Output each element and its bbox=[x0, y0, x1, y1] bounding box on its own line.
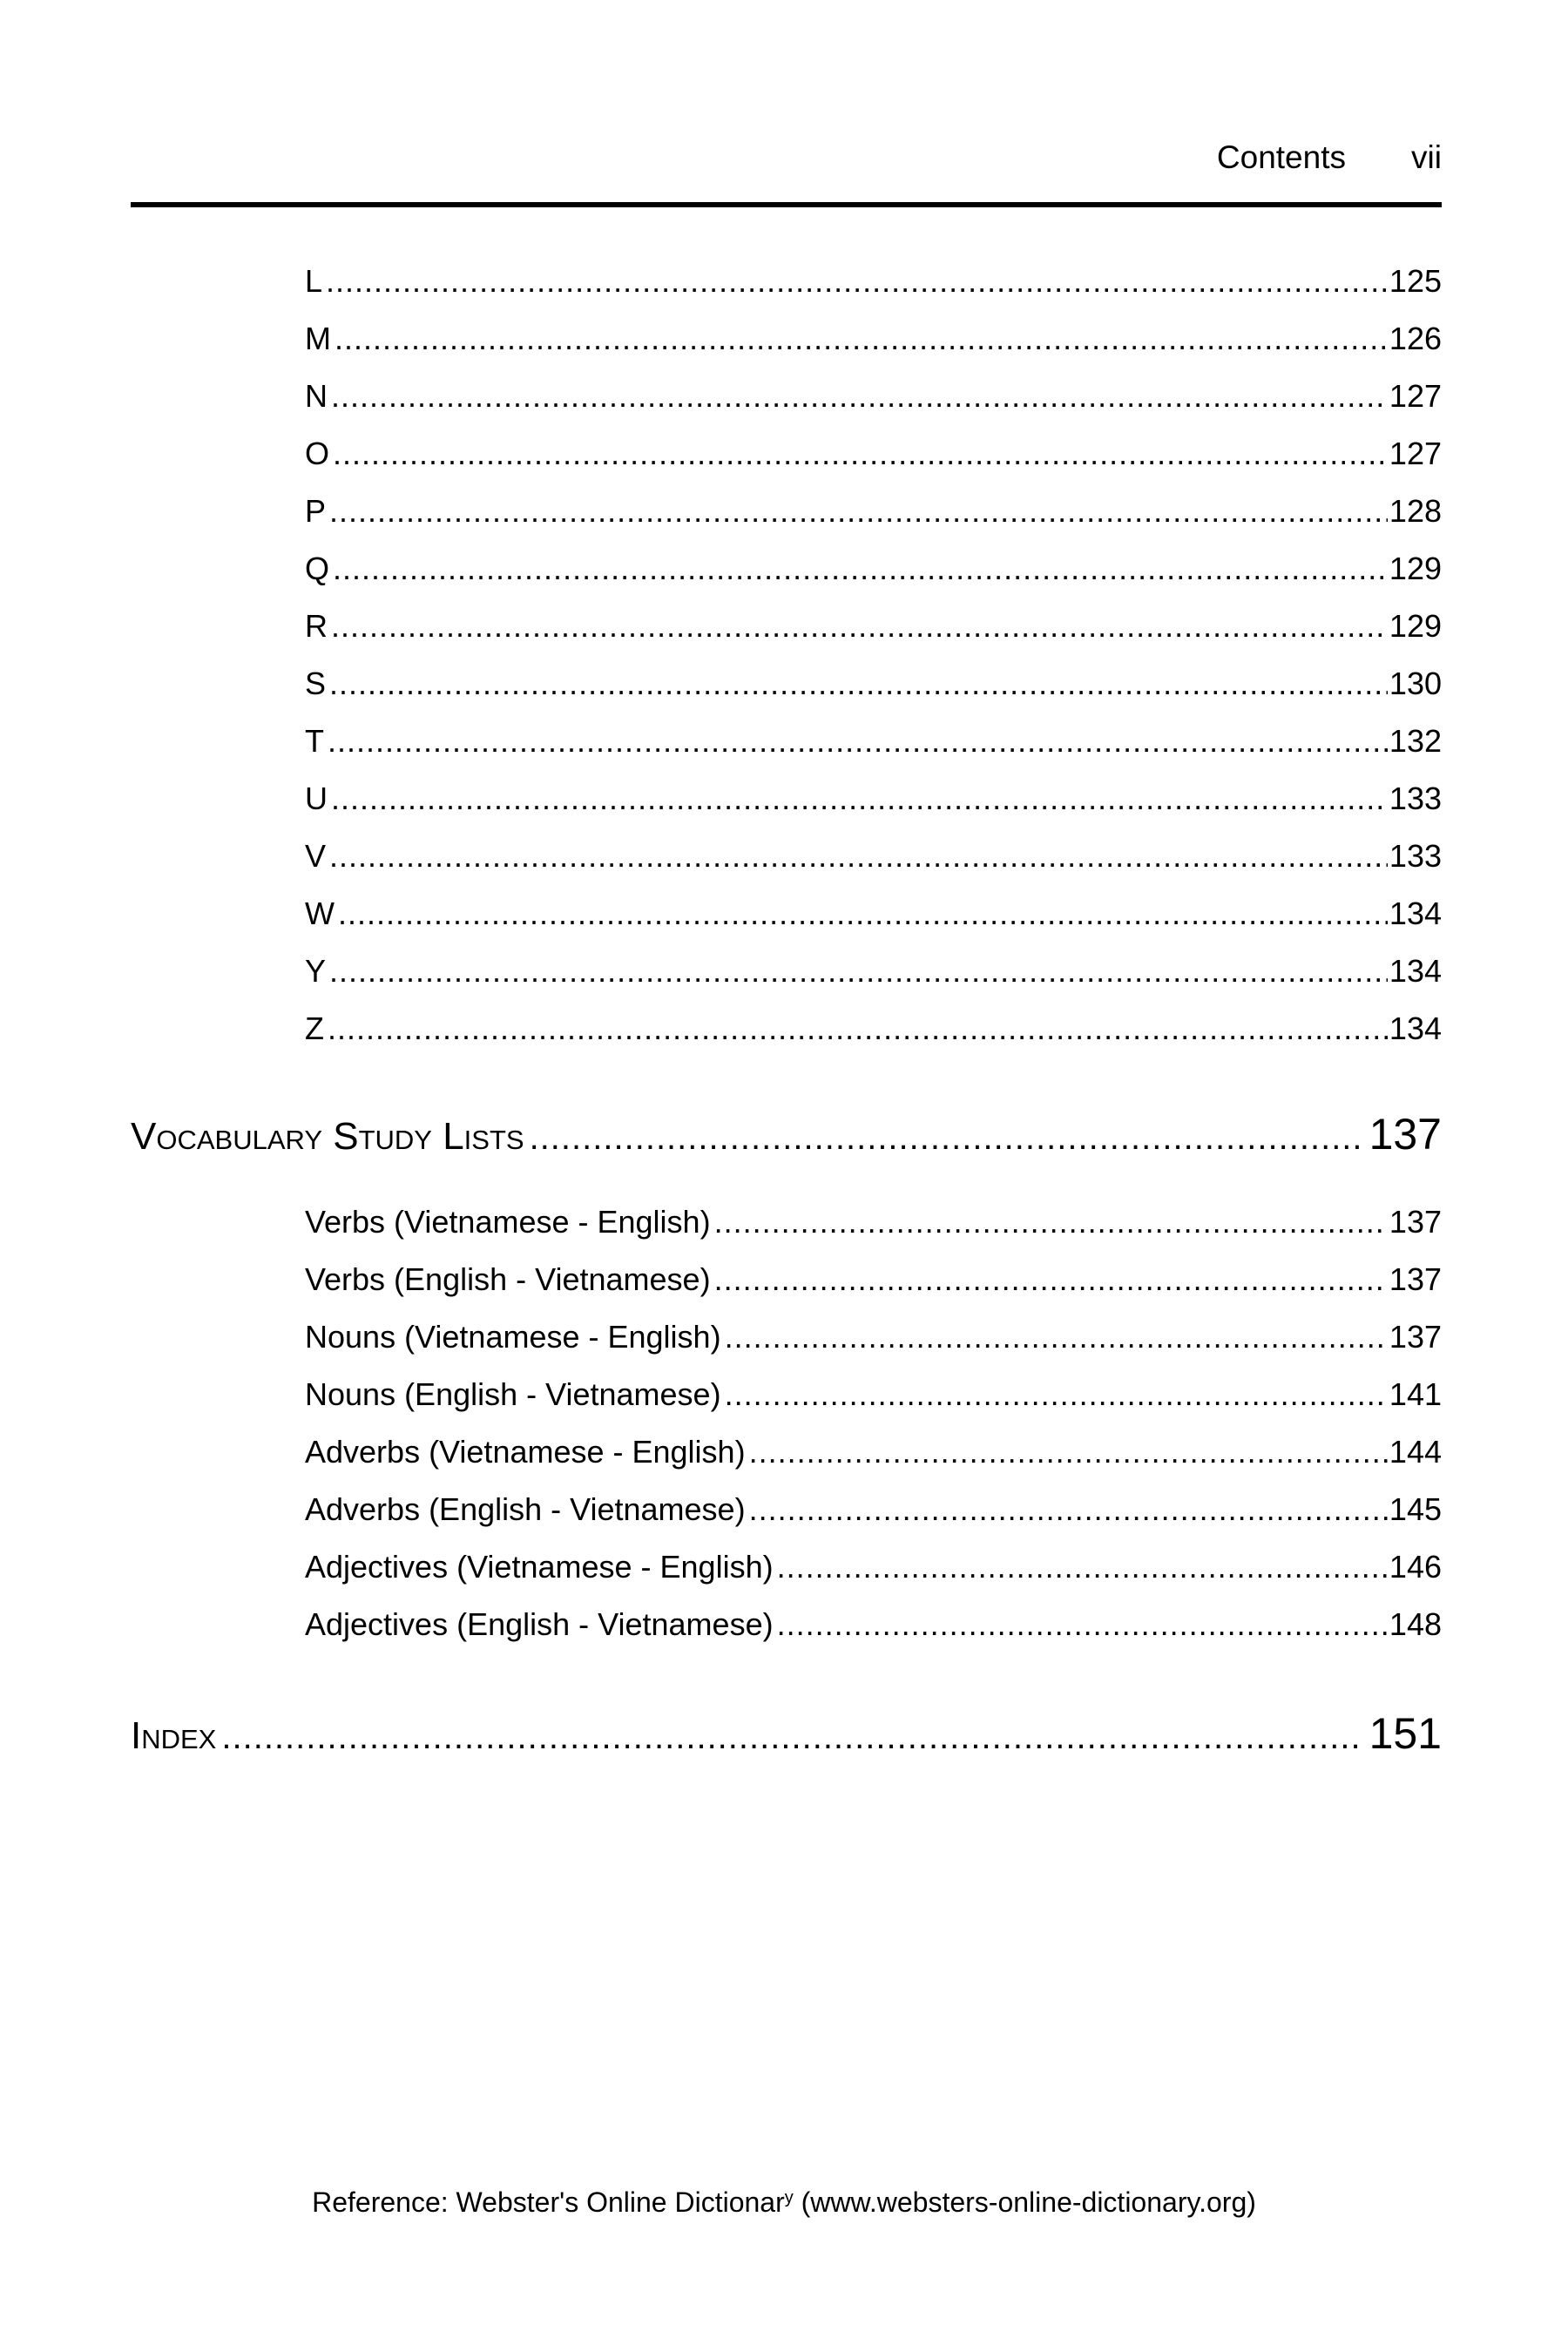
toc-entry-label: W bbox=[305, 896, 335, 931]
dot-leader bbox=[777, 1596, 1388, 1653]
dot-leader bbox=[333, 425, 1388, 483]
toc-entry-adverbs-vi-en[interactable] bbox=[305, 1423, 1442, 1481]
toc-entry-label: M bbox=[305, 321, 331, 356]
toc-entry-page: 129 bbox=[1389, 608, 1442, 644]
header-page-number: vii bbox=[1411, 139, 1442, 175]
toc-entry-adverbs-en-vi[interactable] bbox=[305, 1481, 1442, 1538]
toc-entry-label: N bbox=[305, 378, 328, 414]
header-title: Contents bbox=[1216, 139, 1346, 175]
toc-entry-l[interactable] bbox=[305, 253, 1442, 310]
toc-entry-q[interactable] bbox=[305, 540, 1442, 598]
toc-entry-page: 134 bbox=[1389, 953, 1442, 989]
toc-entry-r[interactable] bbox=[305, 598, 1442, 655]
vocabulary-entries bbox=[305, 1193, 1442, 1653]
page-header bbox=[131, 139, 1442, 183]
dot-leader bbox=[328, 713, 1388, 770]
section-page: 137 bbox=[1369, 1110, 1442, 1159]
dot-leader bbox=[329, 943, 1388, 1000]
toc-entry-page: 126 bbox=[1389, 321, 1442, 356]
toc-entry-page: 148 bbox=[1389, 1606, 1442, 1642]
dot-leader bbox=[331, 368, 1388, 425]
dot-leader bbox=[777, 1538, 1388, 1596]
footer-reference-text: Reference: Webster's Online Dictionar bbox=[312, 2186, 785, 2218]
dot-leader bbox=[749, 1481, 1388, 1538]
dot-leader bbox=[714, 1193, 1388, 1251]
toc-entry-label: Nouns (Vietnamese - English) bbox=[305, 1319, 721, 1355]
toc-entry-y[interactable] bbox=[305, 943, 1442, 1000]
toc-entry-u[interactable] bbox=[305, 770, 1442, 828]
toc-entry-label: Adjectives (English - Vietnamese) bbox=[305, 1606, 774, 1642]
toc-entry-label: Verbs (Vietnamese - English) bbox=[305, 1204, 711, 1240]
toc-entry-page: 137 bbox=[1389, 1204, 1442, 1240]
toc-entry-t[interactable] bbox=[305, 713, 1442, 770]
dot-leader bbox=[335, 310, 1388, 368]
toc-entry-nouns-vi-en[interactable] bbox=[305, 1308, 1442, 1366]
toc-entry-page: 133 bbox=[1389, 838, 1442, 874]
toc-entry-verbs-vi-en[interactable] bbox=[305, 1193, 1442, 1251]
toc-entry-page: 145 bbox=[1389, 1491, 1442, 1527]
toc-entry-n[interactable] bbox=[305, 368, 1442, 425]
toc-entry-m[interactable] bbox=[305, 310, 1442, 368]
dot-leader bbox=[725, 1366, 1388, 1423]
toc-entry-label: O bbox=[305, 436, 330, 471]
footer-reference-url: (www.websters-online-dictionary.org) bbox=[793, 2186, 1256, 2218]
toc-entry-p[interactable] bbox=[305, 483, 1442, 540]
toc-entry-label: V bbox=[305, 838, 327, 874]
toc-entry-adjectives-en-vi[interactable] bbox=[305, 1596, 1442, 1653]
toc-entry-page: 141 bbox=[1389, 1376, 1442, 1412]
toc-entry-page: 137 bbox=[1389, 1261, 1442, 1297]
dot-leader bbox=[331, 598, 1388, 655]
dot-leader bbox=[333, 540, 1388, 598]
header-divider bbox=[131, 202, 1442, 207]
toc-entry-adjectives-vi-en[interactable] bbox=[305, 1538, 1442, 1596]
toc-entry-page: 133 bbox=[1389, 781, 1442, 816]
section-title: Vocabulary Study Lists bbox=[131, 1115, 524, 1158]
dot-leader bbox=[331, 770, 1388, 828]
toc-entry-page: 137 bbox=[1389, 1319, 1442, 1355]
toc-entry-label: T bbox=[305, 723, 324, 759]
dot-leader bbox=[326, 253, 1388, 310]
letter-entries bbox=[305, 253, 1442, 1058]
dot-leader bbox=[725, 1308, 1388, 1366]
toc-entry-verbs-en-vi[interactable] bbox=[305, 1251, 1442, 1308]
dot-leader bbox=[749, 1423, 1388, 1481]
toc-entry-nouns-en-vi[interactable] bbox=[305, 1366, 1442, 1423]
dot-leader bbox=[714, 1251, 1388, 1308]
toc-entry-z[interactable] bbox=[305, 1000, 1442, 1058]
dot-leader bbox=[328, 1000, 1388, 1058]
toc-entry-label: S bbox=[305, 666, 327, 701]
toc-entry-label: Z bbox=[305, 1010, 324, 1046]
dot-leader bbox=[338, 885, 1388, 943]
toc-entry-page: 134 bbox=[1389, 1010, 1442, 1046]
toc-entry-label: Adverbs (English - Vietnamese) bbox=[305, 1491, 746, 1527]
toc-entry-label: R bbox=[305, 608, 328, 644]
toc-entry-page: 132 bbox=[1389, 723, 1442, 759]
toc-entry-label: Q bbox=[305, 551, 330, 586]
dot-leader bbox=[329, 655, 1388, 713]
toc-entry-page: 134 bbox=[1389, 896, 1442, 931]
toc-entry-label: Adjectives (Vietnamese - English) bbox=[305, 1549, 774, 1585]
toc-entry-s[interactable] bbox=[305, 655, 1442, 713]
section-index[interactable] bbox=[131, 1703, 1442, 1764]
toc-entry-w[interactable] bbox=[305, 885, 1442, 943]
toc-entry-label: Nouns (English - Vietnamese) bbox=[305, 1376, 721, 1412]
footer-superscript: y bbox=[784, 2188, 794, 2207]
toc-entry-page: 146 bbox=[1389, 1549, 1442, 1585]
toc-entry-page: 144 bbox=[1389, 1434, 1442, 1470]
dot-leader bbox=[221, 1707, 1363, 1764]
toc-entry-label: U bbox=[305, 781, 328, 816]
toc-entry-page: 127 bbox=[1389, 436, 1442, 471]
toc-entry-label: Adverbs (Vietnamese - English) bbox=[305, 1434, 746, 1470]
toc-entry-page: 125 bbox=[1389, 263, 1442, 299]
section-vocabulary-study-lists[interactable] bbox=[131, 1104, 1442, 1165]
toc-entry-page: 128 bbox=[1389, 493, 1442, 529]
dot-leader bbox=[530, 1107, 1364, 1165]
section-title: Index bbox=[131, 1714, 217, 1757]
page-footer bbox=[0, 2186, 1568, 2219]
toc-entry-label: Verbs (English - Vietnamese) bbox=[305, 1261, 711, 1297]
toc-entry-label: P bbox=[305, 493, 327, 529]
dot-leader bbox=[329, 828, 1388, 885]
toc-entry-page: 127 bbox=[1389, 378, 1442, 414]
toc-entry-label: L bbox=[305, 263, 323, 299]
toc-entry-v[interactable] bbox=[305, 828, 1442, 885]
toc-entry-page: 130 bbox=[1389, 666, 1442, 701]
toc-entry-label: Y bbox=[305, 953, 327, 989]
dot-leader bbox=[329, 483, 1388, 540]
toc-entry-page: 129 bbox=[1389, 551, 1442, 586]
toc-entry-o[interactable] bbox=[305, 425, 1442, 483]
section-page: 151 bbox=[1369, 1709, 1442, 1758]
